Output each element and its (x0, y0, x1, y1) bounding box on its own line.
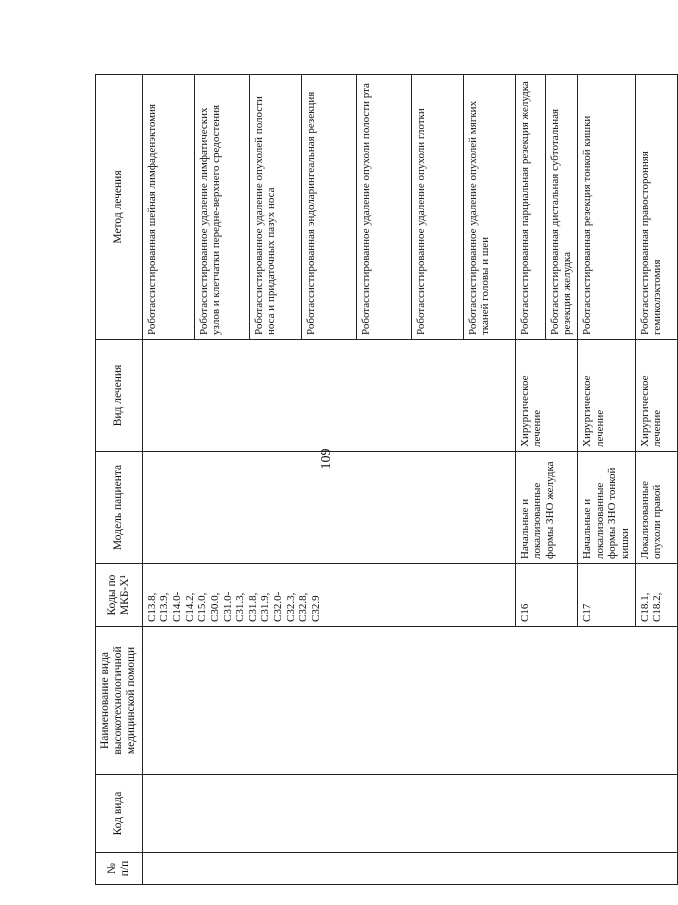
cell-model (142, 452, 515, 564)
cell-name (635, 627, 677, 775)
mkb-code: C18.2, (651, 592, 664, 622)
cell-method: Роботассистированная шейная лимфаденэктомия (142, 75, 194, 340)
header-method: Метод лечения (96, 75, 143, 340)
cell-code (142, 775, 515, 853)
cell-model: Локализованные опухоли правой (635, 452, 677, 564)
treatment-table (95, 74, 678, 885)
cell-code (577, 775, 635, 853)
header-mkb: Коды по МКБ-X¹ (96, 564, 143, 627)
cell-num (577, 853, 635, 885)
cell-code (515, 775, 577, 853)
cell-mkb-codes (142, 564, 515, 627)
cell-mkb-codes (635, 564, 677, 627)
table-row (635, 75, 677, 885)
cell-mkb-code: C16 (515, 564, 577, 627)
table-row (142, 75, 194, 885)
mkb-code: C32.3, (284, 592, 297, 622)
cell-method: Роботассистированная резекция тонкой кишки (577, 75, 635, 340)
cell-method: Роботассистированная эндоларингеальная резекция (301, 75, 356, 340)
cell-method: Роботассистированное удаление опухолей полости носа и придаточных пазух носа (249, 75, 301, 340)
header-num: № п/п (96, 853, 143, 885)
cell-method: Роботассистированная правосторонняя гемиколэктомия (635, 75, 677, 340)
cell-type (142, 340, 515, 452)
header-type: Вид лечения (96, 340, 143, 452)
mkb-code: C13.9, (158, 592, 171, 622)
cell-num (142, 853, 515, 885)
cell-mkb-code: C17 (577, 564, 635, 627)
mkb-code: C31.3, (234, 592, 247, 622)
cell-name (577, 627, 635, 775)
cell-model: Начальные и локализованные формы ЗНО желудка (515, 452, 577, 564)
mkb-code: C15.0, (196, 592, 209, 622)
mkb-code: C18.1, (638, 592, 651, 622)
cell-method: Роботассистированная дистальная субтотальная резекция желудка (545, 75, 577, 340)
mkb-code: C31.8, (246, 592, 259, 622)
table-row (577, 75, 635, 885)
cell-method: Роботассистированное удаление опухолей мягких тканей головы и шеи (463, 75, 515, 340)
cell-num (515, 853, 577, 885)
mkb-code: C30.0, (208, 592, 221, 622)
table-row (515, 75, 545, 885)
mkb-code: C14.0- (170, 591, 183, 622)
cell-method: Роботассистированное удаление опухоли глотки (411, 75, 463, 340)
header-code: Код вида (96, 775, 143, 853)
page-number: 109 (319, 448, 334, 470)
cell-name (142, 627, 515, 775)
cell-type: Хирургическое лечение (577, 340, 635, 452)
header-model: Модель пациента (96, 452, 143, 564)
mkb-code: C31.0- (221, 591, 234, 622)
mkb-code: C13.8, (145, 592, 158, 622)
cell-type: Хирургическое лечение (635, 340, 677, 452)
cell-code (635, 775, 677, 853)
mkb-code: C14.2, (183, 592, 196, 622)
mkb-code: C32.8, (297, 592, 310, 622)
mkb-code: C32.0- (272, 591, 285, 622)
cell-method: Роботассистированное удаление лимфатических узлов и клетчатки передне-верхнего средостения (194, 75, 249, 340)
cell-type: Хирургическое лечение (515, 340, 577, 452)
cell-name (515, 627, 577, 775)
header-name: Наименование вида высокотехнологичной медицинской помощи (96, 627, 143, 775)
cell-num (635, 853, 677, 885)
mkb-code: C31.9, (259, 592, 272, 622)
header-row (96, 75, 143, 885)
mkb-code: C32.9 (309, 595, 322, 622)
rotated-table-wrapper (95, 75, 664, 885)
cell-method: Роботассистированное удаление опухоли полости рта (356, 75, 411, 340)
cell-method: Роботассистированная парциальная резекция желудка (515, 75, 545, 340)
cell-model: Начальные и локализованные формы ЗНО тонкой кишки (577, 452, 635, 564)
